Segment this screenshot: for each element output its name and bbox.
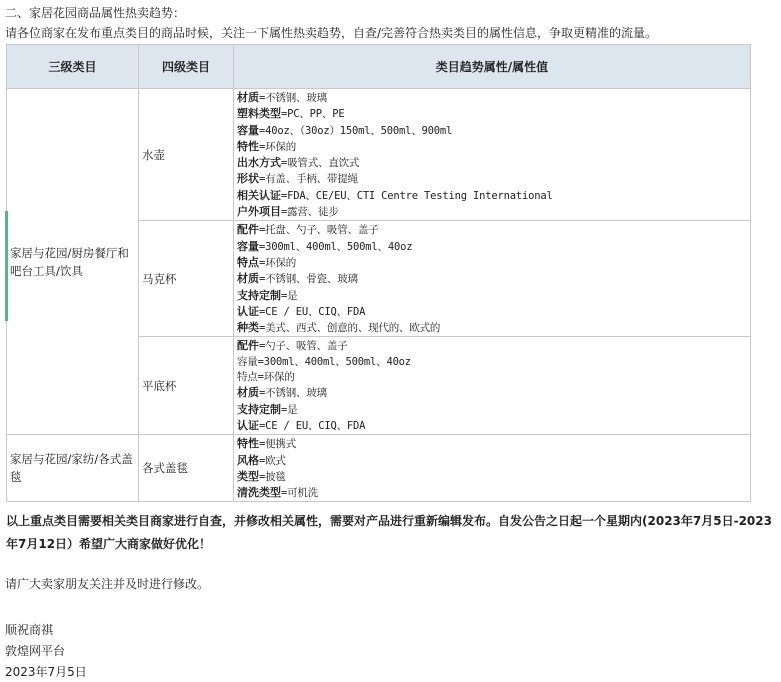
attribute-line: [237, 436, 747, 452]
attribute-line: [237, 106, 747, 122]
attribute-value: =便携式: [259, 438, 297, 451]
attribute-line: [237, 469, 747, 485]
attribute-key: 清洗类型: [237, 486, 281, 500]
attribute-value: =披毯: [259, 470, 286, 483]
attribute-value: =不锈钢、玻璃: [259, 92, 327, 104]
attribute-line: [237, 485, 747, 501]
attribute-key: 特性: [237, 139, 259, 153]
attribute-line: [237, 123, 747, 139]
attribute-value: =勺子、吸管、盖子: [259, 340, 348, 353]
level4-category-label: 平底杯: [142, 378, 177, 393]
notice-text: [6, 510, 776, 556]
level4-category-cell: [139, 89, 234, 221]
level4-category-label: 水壶: [142, 147, 165, 162]
attribute-value: =环保的: [259, 256, 297, 269]
attributes-cell: [234, 435, 751, 502]
attribute-value: =有盖、手柄、带提绳: [259, 173, 358, 186]
attribute-line: [237, 255, 747, 271]
attribute-line: [237, 271, 747, 287]
attribute-key: 认证: [237, 304, 259, 318]
attribute-value: =欧式: [259, 454, 286, 467]
attribute-line: [237, 402, 747, 418]
attribute-key: 户外项目: [237, 205, 281, 219]
attribute-value: =CE / EU、CIQ、FDA: [259, 419, 366, 432]
platform-name: 敦煌网平台: [5, 644, 66, 658]
attribute-key: 类型: [237, 469, 259, 483]
level4-category-cell: [139, 435, 234, 502]
attribute-key: 相关认证: [237, 188, 281, 202]
attribute-line: [237, 418, 747, 434]
attribute-key: 支持定制: [237, 402, 281, 416]
attributes-cell: [234, 89, 751, 221]
attribute-key: 特点: [237, 255, 259, 269]
attribute-line: [237, 139, 747, 155]
attribute-value: =是: [281, 289, 298, 302]
level4-category-cell: [139, 337, 234, 435]
attribute-value: 特点=环保的: [237, 371, 295, 384]
attribute-key: 塑料类型: [237, 107, 281, 121]
attribute-value: =托盘、勺子、吸管、盖子: [259, 224, 379, 237]
attribute-value: =吸管式、直饮式: [281, 157, 360, 170]
attribute-key: 风格: [237, 453, 259, 467]
attribute-key: 认证: [237, 418, 259, 432]
level4-category-label: 马克杯: [142, 271, 177, 286]
attributes-cell: [234, 221, 751, 337]
section-heading: 二、家居花园商品属性热卖趋势：: [5, 6, 186, 20]
table-row: [7, 435, 751, 502]
level3-category-cell: [7, 89, 139, 435]
attribute-value: =美式、西式、创意的、现代的、欧式的: [259, 322, 441, 335]
attribute-line: [237, 155, 747, 171]
attribute-line: [237, 288, 747, 304]
attribute-value: =不锈钢、骨瓷、玻璃: [259, 273, 358, 286]
attribute-key: 配件: [237, 339, 259, 353]
attributes-cell: [234, 337, 751, 435]
attribute-key: 材质: [237, 91, 259, 104]
attribute-line: [237, 90, 747, 106]
attribute-key: 容量: [237, 123, 259, 137]
attribute-value: =40oz、（30oz）150ml、500ml、900ml: [259, 124, 453, 137]
followup-text: 请广大卖家朋友关注并及时进行修改。: [5, 577, 210, 591]
attribute-key: 容量: [237, 239, 259, 253]
attribute-line: [237, 320, 747, 336]
attribute-line: [237, 370, 747, 385]
attribute-value: =环保的: [259, 140, 297, 153]
attribute-value: =PC、PP、PE: [281, 108, 345, 121]
attribute-line: [237, 385, 747, 401]
level3-category-cell: [7, 435, 139, 502]
selection-mark: [5, 211, 8, 321]
attribute-key: 种类: [237, 321, 259, 335]
attribute-line: [237, 222, 747, 238]
attribute-key: 形状: [237, 172, 259, 186]
attribute-table: [6, 44, 751, 502]
attribute-value: 容量=300ml、400ml、500ml、40oz: [237, 355, 411, 368]
level3-category-label: 家居与花园/厨房餐厅和吧台工具/饮具: [10, 245, 129, 278]
level4-category-label: 各式盖毯: [142, 461, 188, 476]
attribute-line: [237, 171, 747, 187]
attribute-line: [237, 453, 747, 469]
attribute-value: =露营、徒步: [281, 206, 339, 219]
header-attributes: 类目趋势属性/属性值: [234, 45, 751, 89]
notice-bold: 以上重点类目需要相关类目商家进行自查，并修改相关属性，需要对产品进行重新编辑发布。自发公告之日起一个星期内(2023年7月5日-2023年7月12日）希望广大商家做好优化！: [6, 514, 772, 551]
attribute-key: 出水方式: [237, 156, 281, 170]
attribute-line: [237, 188, 747, 204]
intro-text: 请各位商家在发布重点类目的商品时候，关注一下属性热卖趋势，自查/完善符合热卖类目的属性信息，争取更精准的流量。: [5, 26, 658, 40]
table-header-row: [7, 45, 751, 89]
attribute-line: [237, 204, 747, 220]
greeting-text: 顺祝商祺: [5, 623, 54, 637]
table-row: [7, 89, 751, 221]
attribute-key: 材质: [237, 386, 259, 400]
attribute-line: [237, 338, 747, 354]
attribute-key: 特性: [237, 437, 259, 451]
attribute-key: 材质: [237, 272, 259, 286]
attribute-value: =可机洗: [281, 487, 319, 500]
attribute-key: 支持定制: [237, 288, 281, 302]
attribute-line: [237, 239, 747, 255]
attribute-value: =FDA、CE/EU、CTI Centre Testing International: [281, 189, 553, 202]
table-body: [7, 89, 751, 502]
date-text: 2023年7月5日: [5, 665, 87, 679]
level3-category-label: 家居与花园/家纺/各式盖毯: [10, 452, 133, 485]
header-level3: 三级类目: [7, 45, 139, 89]
header-level4: 四级类目: [139, 45, 234, 89]
attribute-value: =是: [281, 403, 298, 416]
attribute-value: =不锈钢、玻璃: [259, 387, 327, 400]
attribute-line: [237, 304, 747, 320]
attribute-key: 配件: [237, 223, 259, 237]
attribute-line: [237, 355, 747, 370]
attribute-value: =300ml、400ml、500ml、40oz: [259, 240, 413, 253]
attribute-value: =CE / EU、CIQ、FDA: [259, 305, 366, 318]
level4-category-cell: [139, 221, 234, 337]
